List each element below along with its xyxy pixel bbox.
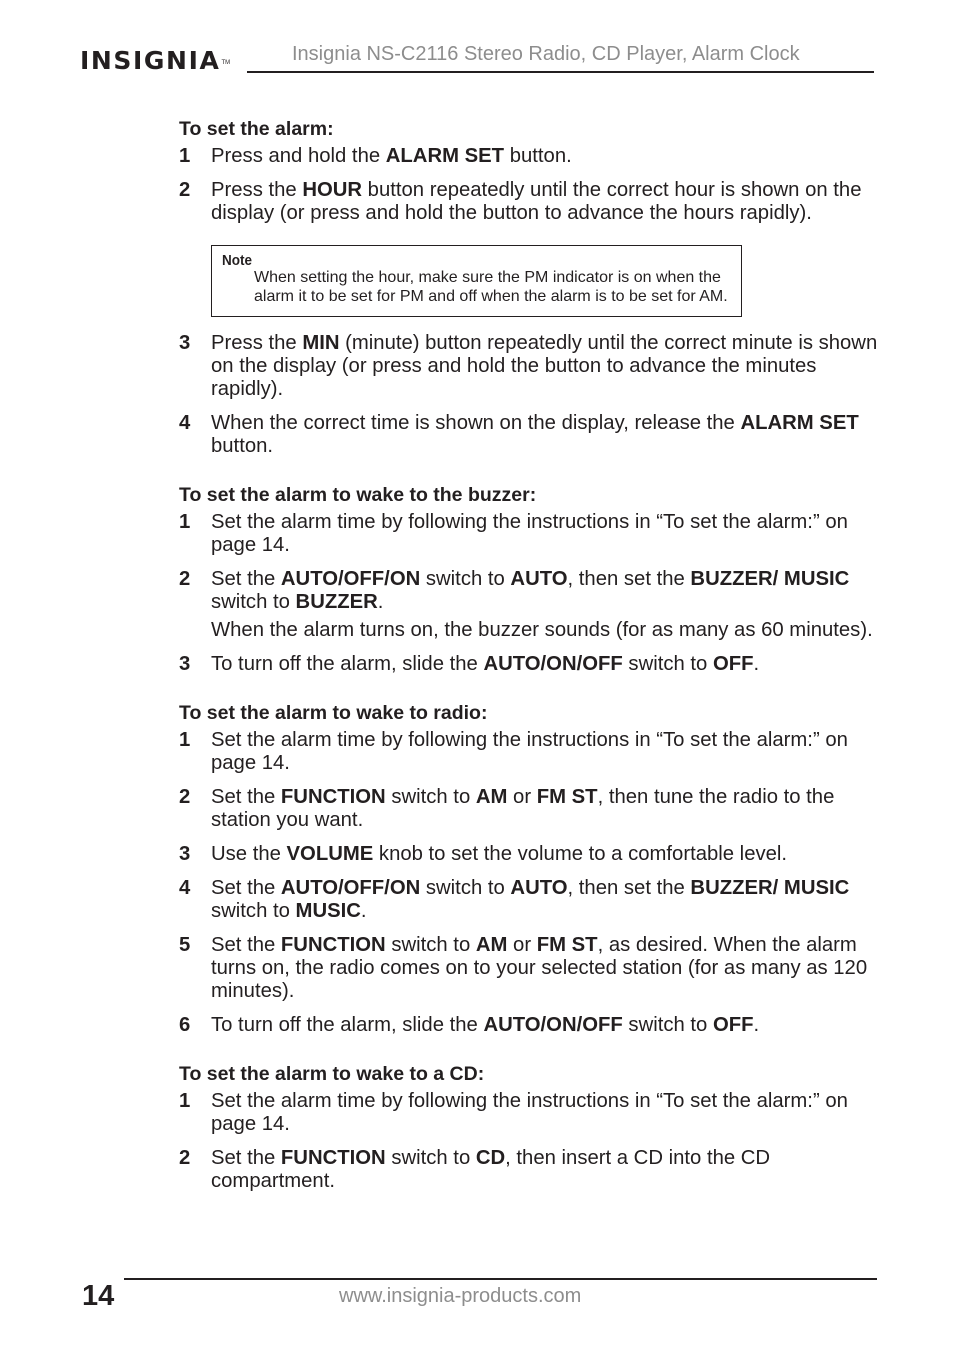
step-number: 6 (179, 1014, 191, 1036)
step-text (211, 934, 879, 1003)
step-run: When the correct time is shown on the display, release the (211, 412, 741, 434)
step-text (211, 729, 879, 775)
step-run: Set the alarm time by following the instructions in “To set the alarm:” on page 14. (211, 729, 848, 774)
step-emphasis: AUTO/ON/OFF (483, 653, 623, 675)
step-emphasis: FM ST (536, 786, 598, 808)
list-item (179, 786, 879, 832)
step-run: , then insert a CD into the CD compartment. (211, 1147, 771, 1192)
step-run: switch to (385, 934, 476, 956)
step-run: . (753, 653, 760, 675)
step-run: switch to (211, 591, 296, 613)
step-run: . (753, 1014, 760, 1036)
step-emphasis: AUTO/ON/OFF (483, 1014, 623, 1036)
step-emphasis: AUTO/OFF/ON (280, 568, 421, 590)
step-run: or (507, 786, 537, 808)
step-run: switch to (622, 1014, 713, 1036)
logo-trademark: TM (221, 60, 231, 66)
footer-url: www.insignia-products.com (339, 1285, 582, 1307)
step-text (211, 511, 879, 557)
page-content (179, 118, 879, 1193)
step-number: 3 (179, 332, 191, 354)
step-text (211, 1090, 879, 1136)
step-emphasis: OFF (712, 1014, 754, 1036)
list-item (179, 568, 879, 614)
list-item (179, 843, 879, 866)
step-number: 2 (179, 568, 191, 590)
step-text (211, 412, 879, 458)
step-emphasis: AUTO (510, 877, 568, 899)
step-number: 1 (179, 1090, 191, 1112)
list-item (179, 934, 879, 1003)
list-item (179, 1147, 879, 1193)
section (179, 484, 879, 676)
step-text (211, 568, 879, 614)
step-run: Press the (211, 179, 303, 201)
step-number: 4 (179, 412, 191, 434)
step-emphasis: CD (475, 1147, 506, 1169)
step-run: (minute) button repeatedly until the correct minute is shown on the display (or press and hold the button to advance the minutes rapidly). (211, 332, 878, 400)
list-item (179, 179, 879, 225)
list-item (179, 332, 879, 401)
step-run: Set the alarm time by following the instructions in “To set the alarm:” on page 14. (211, 1090, 848, 1135)
step-text (211, 843, 879, 866)
step-run: knob to set the volume to a comfortable level. (373, 843, 788, 865)
step-text (211, 1014, 879, 1037)
step-number: 4 (179, 877, 191, 899)
step-text (211, 877, 879, 923)
section-heading: To set the alarm: (179, 118, 334, 140)
step-run: . (377, 591, 384, 613)
step-run: Set the alarm time by following the instructions in “To set the alarm:” on page 14. (211, 511, 848, 556)
step-emphasis: BUZZER/ MUSIC (690, 568, 850, 590)
step-run: switch to (385, 1147, 476, 1169)
header-rule (247, 71, 874, 73)
step-emphasis: MUSIC (295, 900, 361, 922)
step-run: Set the (211, 1147, 281, 1169)
step-run: To turn off the alarm, slide the (211, 653, 484, 675)
list-item (179, 412, 879, 458)
note-box (211, 245, 742, 317)
step-run: switch to (622, 653, 713, 675)
step-text (211, 332, 879, 401)
step-run: Set the (211, 568, 281, 590)
step-number: 5 (179, 934, 191, 956)
list-item (179, 1014, 879, 1037)
step-run: switch to (211, 900, 296, 922)
step-run: Set the (211, 934, 281, 956)
step-run: , then tune the radio to the station you want. (211, 786, 835, 831)
step-emphasis: OFF (712, 653, 754, 675)
step-run: switch to (420, 877, 511, 899)
step-emphasis: FUNCTION (280, 934, 386, 956)
footer-rule (124, 1278, 877, 1280)
step-emphasis: AUTO/OFF/ON (280, 877, 421, 899)
section (179, 702, 879, 1037)
step-run: Set the (211, 786, 281, 808)
list-item (179, 145, 879, 168)
list-item (179, 1090, 879, 1136)
list-item (179, 877, 879, 923)
step-run: , then set the (567, 568, 691, 590)
step-emphasis: ALARM SET (740, 412, 859, 434)
step-text (211, 179, 879, 225)
step-emphasis: FM ST (536, 934, 598, 956)
step-run: button. (211, 435, 274, 457)
logo-wordmark: INSIGNIA (80, 46, 221, 75)
step-run: switch to (420, 568, 511, 590)
step-number: 1 (179, 145, 191, 167)
step-emphasis: MIN (302, 332, 340, 354)
step-number: 1 (179, 511, 191, 533)
list-item (179, 729, 879, 775)
step-emphasis: AUTO (510, 568, 568, 590)
step-number: 2 (179, 179, 191, 201)
step-number: 2 (179, 786, 191, 808)
step-emphasis: AM (475, 934, 508, 956)
step-run: button. (504, 145, 572, 167)
step-emphasis: BUZZER (295, 591, 378, 613)
step-run: or (507, 934, 537, 956)
step-emphasis: VOLUME (286, 843, 374, 865)
section-heading: To set the alarm to wake to radio: (179, 702, 488, 724)
step-run: switch to (385, 786, 476, 808)
section-heading: To set the alarm to wake to a CD: (179, 1063, 485, 1085)
step-number: 1 (179, 729, 191, 751)
section-heading: To set the alarm to wake to the buzzer: (179, 484, 537, 506)
step-text (211, 145, 879, 168)
list-item (179, 511, 879, 557)
step-run: button repeatedly until the correct hour is shown on the display (or press and hold the button to advance the hours rapidly). (211, 179, 862, 224)
step-run: Press and hold the (211, 145, 386, 167)
step-run: Use the (211, 843, 287, 865)
step-number: 3 (179, 843, 191, 865)
step-emphasis: HOUR (302, 179, 363, 201)
header-title: Insignia NS-C2116 Stereo Radio, CD Player, Alarm Clock (292, 43, 800, 65)
step-run: , then set the (567, 877, 691, 899)
step-emphasis: AM (475, 786, 508, 808)
step-emphasis: BUZZER/ MUSIC (690, 877, 850, 899)
step-emphasis: FUNCTION (280, 1147, 386, 1169)
step-number: 3 (179, 653, 191, 675)
step-continuation: When the alarm turns on, the buzzer sounds (for as many as 60 minutes). (211, 619, 873, 641)
section (179, 118, 879, 458)
step-run: Set the (211, 877, 281, 899)
step-number: 2 (179, 1147, 191, 1169)
step-run: Press the (211, 332, 303, 354)
step-text (211, 786, 879, 832)
note-title: Note (222, 252, 253, 269)
note-text: When setting the hour, make sure the PM indicator is on when the alarm it to be set for PM and off when the alarm is to be set for AM. (254, 269, 728, 305)
step-emphasis: FUNCTION (280, 786, 386, 808)
page-number: 14 (82, 1280, 115, 1312)
insignia-logo (80, 46, 230, 86)
step-run: , as desired. When the alarm turns on, the radio comes on to your selected station (for as many as 120 minutes). (211, 934, 868, 1002)
step-emphasis: ALARM SET (385, 145, 505, 167)
step-run: . (360, 900, 367, 922)
section (179, 1063, 879, 1193)
step-text (211, 1147, 879, 1193)
step-text (211, 653, 879, 676)
list-item (179, 653, 879, 676)
step-run: To turn off the alarm, slide the (211, 1014, 484, 1036)
